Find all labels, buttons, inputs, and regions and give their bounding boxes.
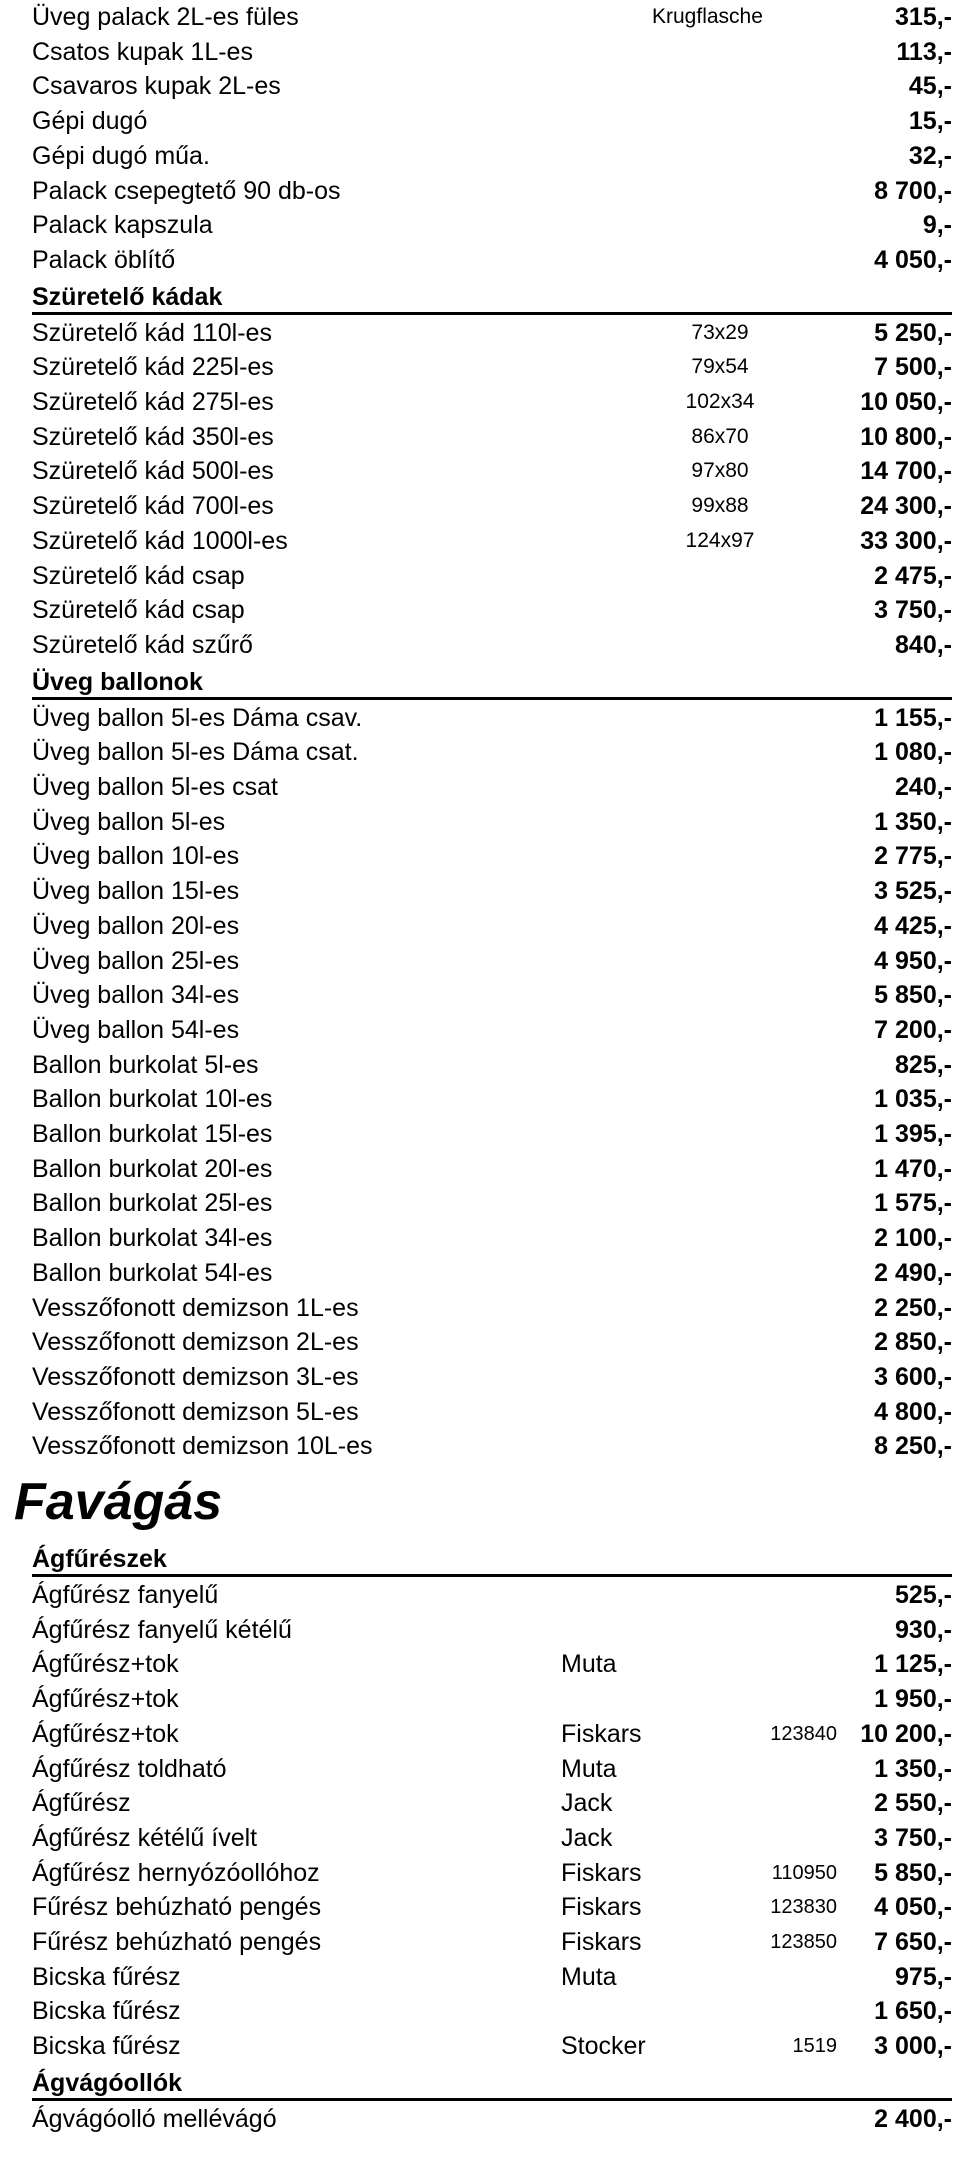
item-name: Szüretelő kád 275l-es	[32, 388, 274, 416]
item-price: 1 470,-	[874, 1154, 952, 1183]
item-name: Ballon burkolat 15l-es	[32, 1120, 273, 1148]
price-row	[32, 139, 952, 173]
item-name: Csatos kupak 1L-es	[32, 37, 253, 66]
item-price: 7 650,-	[874, 1928, 952, 1956]
item-name: Ágfűrész fanyelű kétélű	[32, 1615, 292, 1644]
item-price: 2 100,-	[874, 1224, 952, 1253]
item-name: Szüretelő kád csap	[32, 596, 245, 625]
item-name: Fűrész behúzható pengés	[32, 1893, 322, 1922]
price-row	[32, 1821, 952, 1855]
item-price: 2 490,-	[874, 1258, 952, 1287]
item-price: 1 350,-	[874, 1754, 952, 1783]
item-name: Ágfűrész+tok	[32, 1650, 179, 1679]
item-name: Üveg ballon 5l-es	[32, 807, 226, 836]
item-price: 1 350,-	[874, 807, 952, 836]
item-name: Üveg palack 2L-es füles	[32, 3, 299, 31]
price-row	[32, 805, 952, 839]
price-row	[32, 208, 952, 242]
item-name: Üveg ballon 5l-es Dáma csav.	[32, 703, 363, 732]
item-price: 113,-	[896, 37, 952, 66]
price-row	[32, 524, 952, 558]
item-price: 3 750,-	[874, 596, 952, 625]
item-price: 1 395,-	[874, 1120, 952, 1148]
item-price: 7 200,-	[874, 1015, 952, 1044]
item-code: 123840	[770, 1722, 837, 1745]
price-row	[32, 104, 952, 138]
item-price: 1 155,-	[874, 703, 952, 732]
price-row	[32, 1994, 952, 2028]
section-heading: Üveg ballonok	[32, 667, 952, 700]
price-row	[32, 2029, 952, 2063]
item-name: Szüretelő kád 225l-es	[32, 353, 274, 382]
item-price: 3 750,-	[874, 1823, 952, 1852]
item-price: 930,-	[895, 1615, 952, 1644]
item-price: 315,-	[895, 3, 952, 31]
item-code: 1519	[792, 2035, 837, 2058]
item-brand: Jack	[561, 1823, 613, 1852]
item-name: Szüretelő kád 700l-es	[32, 492, 274, 521]
item-brand: Muta	[561, 1650, 617, 1679]
price-row	[32, 489, 952, 523]
price-row	[32, 978, 952, 1012]
item-price: 24 300,-	[860, 492, 952, 521]
item-name: Ballon burkolat 20l-es	[32, 1154, 273, 1183]
item-price: 33 300,-	[860, 526, 952, 555]
item-code: 123850	[770, 1931, 837, 1953]
price-row	[32, 909, 952, 943]
item-name: Üveg ballon 20l-es	[32, 911, 240, 940]
price-row	[32, 1013, 952, 1047]
item-price: 3 525,-	[874, 877, 952, 906]
item-name: Vesszőfonott demizson 2L-es	[32, 1328, 359, 1357]
item-price: 3 000,-	[874, 2032, 952, 2061]
item-size: 102x34	[685, 390, 755, 413]
item-price: 8 700,-	[874, 176, 952, 205]
price-row	[32, 454, 952, 488]
item-brand: Jack	[561, 1789, 613, 1818]
item-brand: Fiskars	[561, 1719, 642, 1748]
item-price: 840,-	[895, 630, 952, 659]
item-name: Csavaros kupak 2L-es	[32, 72, 281, 101]
price-row	[32, 35, 952, 69]
item-name: Ágfűrész+tok	[32, 1719, 179, 1748]
category-title: Favágás	[14, 1473, 223, 1531]
item-price: 1 080,-	[874, 738, 952, 767]
item-name: Ágfűrész	[32, 1789, 131, 1818]
item-name: Üveg ballon 54l-es	[32, 1015, 240, 1044]
item-name: Szüretelő kád csap	[32, 561, 245, 590]
price-row	[32, 1786, 952, 1820]
item-brand: Fiskars	[561, 1893, 642, 1922]
item-price: 4 425,-	[874, 911, 952, 940]
item-price: 240,-	[895, 773, 952, 801]
item-size: 79x54	[691, 355, 749, 379]
price-row	[32, 243, 952, 277]
item-price: 2 550,-	[874, 1789, 952, 1818]
item-name: Palack öblítő	[32, 245, 176, 274]
item-price: 525,-	[895, 1581, 952, 1609]
item-name: Bicska fűrész	[32, 2032, 181, 2061]
price-row	[32, 593, 952, 627]
item-name: Vesszőfonott demizson 1L-es	[32, 1293, 359, 1322]
price-row	[32, 420, 952, 454]
item-price: 7 500,-	[874, 353, 952, 382]
item-price: 15,-	[908, 107, 952, 136]
price-row	[32, 69, 952, 103]
item-name: Ágfűrész+tok	[32, 1685, 179, 1714]
item-name: Üveg ballon 5l-es Dáma csat.	[32, 738, 359, 767]
item-size: 86x70	[691, 424, 749, 448]
item-price: 2 775,-	[874, 842, 952, 871]
price-row	[32, 1752, 952, 1786]
section-heading: Ágfűrészek	[32, 1544, 952, 1577]
item-price: 5 850,-	[874, 981, 952, 1010]
price-row	[32, 1856, 952, 1890]
item-price: 32,-	[908, 141, 952, 170]
item-size: 97x80	[691, 459, 749, 483]
item-name: Üveg ballon 34l-es	[32, 981, 240, 1010]
item-name: Ágvágóolló mellévágó	[32, 2104, 277, 2133]
item-price: 2 475,-	[874, 561, 952, 590]
item-price: 10 200,-	[860, 1719, 952, 1748]
item-name: Ballon burkolat 34l-es	[32, 1224, 273, 1253]
section-heading: Szüretelő kádak	[32, 282, 952, 315]
item-name: Szüretelő kád 110l-es	[32, 318, 272, 347]
item-name: Palack kapszula	[32, 211, 213, 240]
item-code: 110950	[771, 1861, 837, 1884]
price-row	[32, 1429, 952, 1463]
item-size: 124x97	[685, 528, 755, 552]
item-price: 4 050,-	[874, 245, 952, 274]
price-row	[32, 174, 952, 208]
item-price: 2 400,-	[874, 2104, 952, 2133]
item-size: 73x29	[691, 320, 749, 344]
item-price: 9,-	[922, 211, 952, 240]
item-brand: Stocker	[561, 2032, 646, 2061]
item-name: Bicska fűrész	[32, 1962, 181, 1991]
item-price: 4 050,-	[874, 1893, 952, 1922]
item-size: 99x88	[691, 494, 749, 518]
item-name: Szüretelő kád 1000l-es	[32, 526, 288, 555]
item-name: Ágfűrész kétélű ívelt	[32, 1823, 258, 1852]
item-name: Ágfűrész fanyelű	[32, 1581, 219, 1609]
price-row	[32, 1613, 952, 1647]
item-name: Vesszőfonott demizson 5L-es	[32, 1397, 359, 1426]
price-row	[32, 0, 952, 34]
price-row	[32, 1647, 952, 1681]
price-row	[32, 1360, 952, 1394]
item-brand: Muta	[561, 1962, 617, 1991]
item-name: Szüretelő kád 500l-es	[32, 457, 274, 486]
price-row	[32, 1048, 952, 1082]
price-row	[32, 1925, 952, 1959]
price-row	[32, 874, 952, 908]
price-row	[32, 770, 952, 804]
item-name: Ballon burkolat 5l-es	[32, 1050, 259, 1079]
item-name: Vesszőfonott demizson 3L-es	[32, 1362, 359, 1391]
item-name: Üveg ballon 5l-es csat	[32, 773, 278, 801]
item-price: 5 850,-	[874, 1858, 952, 1887]
item-price: 1 650,-	[874, 1997, 952, 2026]
item-name: Gépi dugó műa.	[32, 141, 210, 170]
item-price: 10 800,-	[860, 422, 952, 451]
section-heading: Ágvágóollók	[32, 2068, 952, 2101]
item-name: Üveg ballon 25l-es	[32, 946, 240, 975]
price-row	[32, 350, 952, 384]
item-price: 5 250,-	[874, 318, 952, 347]
price-row	[32, 1960, 952, 1994]
price-row	[32, 316, 952, 350]
item-price: 4 800,-	[874, 1397, 952, 1426]
price-row	[32, 1082, 952, 1116]
item-name: Palack csepegtető 90 db-os	[32, 176, 341, 205]
price-row	[32, 701, 952, 735]
price-row	[32, 2102, 952, 2136]
price-row	[32, 1717, 952, 1751]
item-price: 975,-	[895, 1962, 952, 1991]
item-name: Üveg ballon 15l-es	[32, 877, 240, 906]
price-row	[32, 1256, 952, 1290]
price-row	[32, 385, 952, 419]
price-row	[32, 735, 952, 769]
price-row	[32, 559, 952, 593]
item-name: Szüretelő kád szűrő	[32, 630, 253, 659]
item-brand: Fiskars	[561, 1858, 642, 1887]
item-name: Ballon burkolat 54l-es	[32, 1258, 273, 1287]
item-price: 825,-	[895, 1050, 952, 1079]
item-name: Vesszőfonott demizson 10L-es	[32, 1432, 373, 1461]
price-row	[32, 1890, 952, 1924]
item-code: 123830	[770, 1896, 837, 1919]
item-price: 1 575,-	[874, 1189, 952, 1218]
price-row	[32, 628, 952, 662]
item-name: Gépi dugó	[32, 107, 148, 136]
item-price: 10 050,-	[860, 388, 952, 416]
item-name: Ballon burkolat 10l-es	[32, 1085, 273, 1114]
item-price: 1 125,-	[874, 1650, 952, 1679]
item-price: 4 950,-	[874, 946, 952, 975]
item-price: 14 700,-	[860, 457, 952, 486]
item-name: Fűrész behúzható pengés	[32, 1928, 322, 1956]
item-price: 45,-	[908, 72, 952, 101]
price-row	[32, 1221, 952, 1255]
item-name: Ballon burkolat 25l-es	[32, 1189, 273, 1218]
item-note: Krugflasche	[652, 5, 763, 28]
item-price: 8 250,-	[874, 1432, 952, 1461]
price-row	[32, 839, 952, 873]
price-row	[32, 1682, 952, 1716]
item-name: Üveg ballon 10l-es	[32, 842, 240, 871]
price-row	[32, 1152, 952, 1186]
item-brand: Muta	[561, 1754, 617, 1783]
item-price: 1 035,-	[874, 1085, 952, 1114]
item-name: Ágfűrész toldható	[32, 1754, 227, 1783]
item-price: 2 250,-	[874, 1293, 952, 1322]
price-row	[32, 1395, 952, 1429]
item-brand: Fiskars	[561, 1928, 642, 1956]
price-row	[32, 1186, 952, 1220]
price-row	[32, 1325, 952, 1359]
item-price: 3 600,-	[874, 1362, 952, 1391]
item-price: 2 850,-	[874, 1328, 952, 1357]
price-row	[32, 1578, 952, 1612]
price-row	[32, 1291, 952, 1325]
item-price: 1 950,-	[874, 1685, 952, 1714]
item-name: Szüretelő kád 350l-es	[32, 422, 274, 451]
item-name: Ágfűrész hernyózóollóhoz	[32, 1858, 320, 1887]
item-name: Bicska fűrész	[32, 1997, 181, 2026]
price-row	[32, 1117, 952, 1151]
price-row	[32, 944, 952, 978]
